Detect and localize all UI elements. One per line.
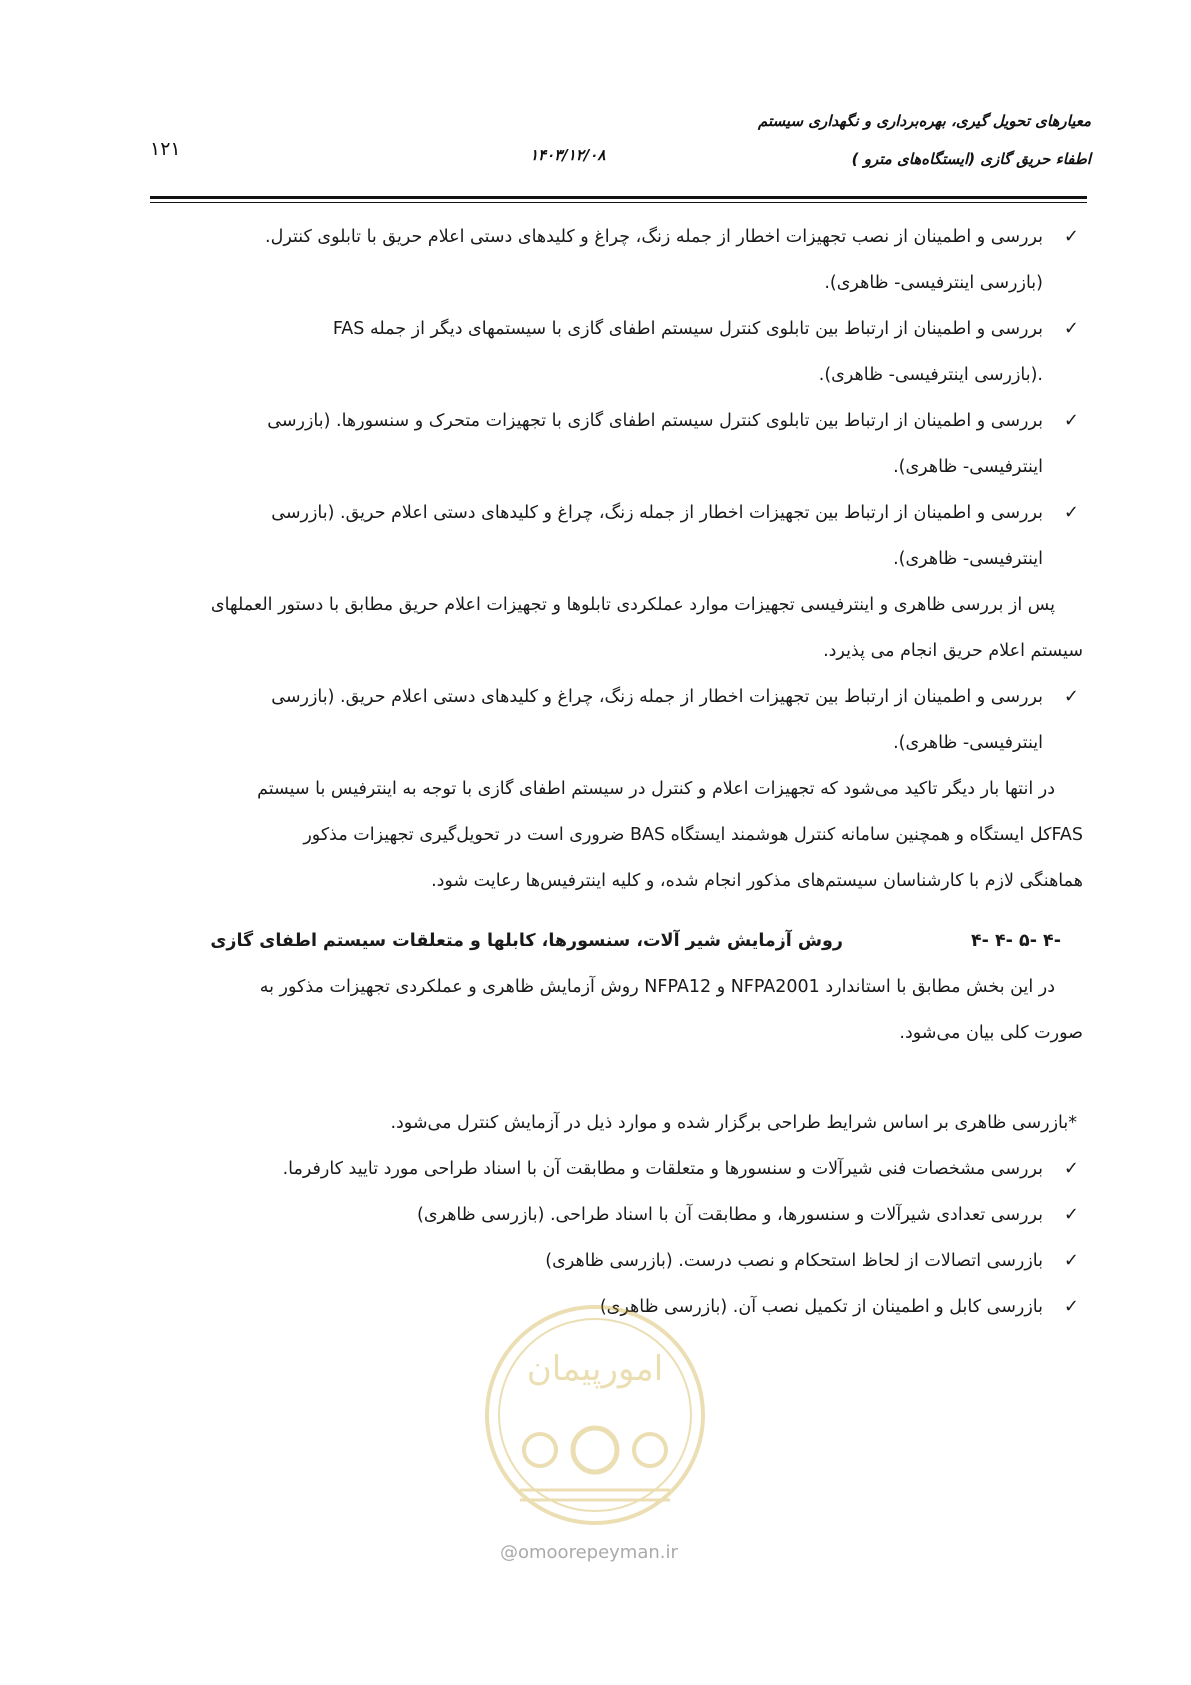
- list-item-line: بررسی و اطمینان از ارتباط بین تجهیزات اخطار از جمله زنگ، چراغ و کلیدهای دستی اعلام حریق. (بازرسی: [271, 687, 1043, 707]
- list-item-line: بررسی تعدادی شیرآلات و سنسورها، و مطابقت آن با اسناد طراحی. (بازرسی ظاهری): [417, 1205, 1043, 1225]
- checkmark-icon: ✓: [1063, 410, 1079, 431]
- paragraph: [143, 766, 1083, 904]
- paragraph-line: پس از بررسی ظاهری و اینترفیسی تجهیزات موارد عملکردی تابلوها و تجهیزات اعلام حریق مطابق با دستور العملهای: [210, 595, 1055, 615]
- list-item-line: .(بازرسی اینترفیسی- ظاهری).: [818, 365, 1043, 385]
- list-item: [143, 306, 1083, 398]
- list-item: [143, 398, 1083, 490]
- header-title-line2: اطفاء حریق گازی (ایستگاه‌های مترو ): [851, 150, 1091, 168]
- paragraph-line: FASکل ایستگاه و همچنین سامانه کنترل هوشمند ایستگاه BAS ضروری است در تحویل‌گیری تجهیزات مذکور: [303, 825, 1083, 845]
- list-item: [143, 674, 1083, 766]
- paragraph-line: هماهنگی لازم با کارشناسان سیستم‌های مذکور انجام شده، و کلیه اینترفیس‌ها رعایت شود.: [431, 871, 1083, 891]
- paragraph-line: در این بخش مطابق با استاندارد NFPA2001 و NFPA12 روش آزمایش ظاهری و عملکردی تجهیزات مذکور به: [259, 977, 1055, 997]
- list-item-line: اینترفیسی- ظاهری).: [893, 549, 1043, 569]
- checkmark-icon: ✓: [1063, 686, 1079, 707]
- paragraph-line: صورت کلی بیان می‌شود.: [899, 1023, 1083, 1043]
- checkmark-icon: ✓: [1063, 1296, 1079, 1317]
- list-item: [143, 1146, 1083, 1192]
- checkmark-icon: ✓: [1063, 1250, 1079, 1271]
- section-number: ۴- ۴- ۵- ۴-: [970, 931, 1061, 951]
- list-item: [143, 490, 1083, 582]
- header-rule-thin: [150, 202, 1087, 203]
- body-content: [143, 214, 1083, 1330]
- page-number: ۱۲۱: [150, 138, 181, 160]
- list-item-line: بازرسی کابل و اطمینان از تکمیل نصب آن. (بازرسی ظاهری): [599, 1297, 1043, 1317]
- paragraph-line: سیستم اعلام حریق انجام می پذیرد.: [823, 641, 1083, 661]
- paragraph: [143, 582, 1083, 674]
- watermark-logo-text: امورپیمان: [526, 1349, 664, 1389]
- checkmark-icon: ✓: [1063, 318, 1079, 339]
- checkmark-icon: ✓: [1063, 502, 1079, 523]
- list-item-line: بررسی و اطمینان از ارتباط بین تابلوی کنترل سیستم اطفای گازی با تجهیزات متحرک و سنسورها. (بازرسی: [267, 411, 1043, 431]
- checkmark-icon: ✓: [1063, 1204, 1079, 1225]
- checkmark-icon: ✓: [1063, 1158, 1079, 1179]
- header-rule-thick: [150, 196, 1087, 199]
- list-item: [143, 1238, 1083, 1284]
- list-item-line: (بازرسی اینترفیسی- ظاهری).: [824, 273, 1043, 293]
- checkmark-icon: ✓: [1063, 226, 1079, 247]
- list-item: [143, 214, 1083, 306]
- inspection-intro: *بازرسی ظاهری بر اساس شرایط طراحی برگزار شده و موارد ذیل در آزمایش کنترل می‌شود.: [390, 1113, 1077, 1133]
- watermark-url: @omoorepeyman.ir: [500, 1542, 678, 1563]
- list-item: [143, 1192, 1083, 1238]
- watermark-logo-icon: [480, 1300, 710, 1530]
- paragraph-line: در انتها بار دیگر تاکید می‌شود که تجهیزات اعلام و کنترل در سیستم اطفای گازی با توجه به اینترفیس با سیستم: [257, 779, 1055, 799]
- header-title-line1: معیارهای تحویل گیری، بهره‌برداری و نگهداری سیستم: [758, 112, 1091, 130]
- list-item-line: بررسی و اطمینان از ارتباط بین تابلوی کنترل سیستم اطفای گازی با سیستمهای دیگر از جمله FAS: [332, 319, 1043, 339]
- section-title: روش آزمایش شیر آلات، سنسورها، کابلها و متعلقات سیستم اطفای گازی: [210, 931, 843, 951]
- list-item-line: بررسی و اطمینان از نصب تجهیزات اخطار از جمله زنگ، چراغ و کلیدهای دستی اعلام حریق با تابلوی کنترل.: [265, 227, 1043, 247]
- list-item-line: اینترفیسی- ظاهری).: [893, 733, 1043, 753]
- section-heading: [143, 918, 1083, 964]
- list-item-line: بررسی و اطمینان از ارتباط بین تجهیزات اخطار از جمله زنگ، چراغ و کلیدهای دستی اعلام حریق. (بازرسی: [271, 503, 1043, 523]
- header-date: ۱۴۰۳/۱۲/۰۸: [530, 146, 606, 164]
- list-item-line: بازرسی اتصالات از لحاظ استحکام و نصب درست. (بازرسی ظاهری): [545, 1251, 1043, 1271]
- list-item-line: بررسی مشخصات فنی شیرآلات و سنسورها و متعلقات و مطابقت آن با اسناد طراحی مورد تایید کارفرما.: [282, 1159, 1043, 1179]
- paragraph: [143, 964, 1083, 1056]
- spacer: [143, 1056, 1083, 1100]
- list-item-line: اینترفیسی- ظاهری).: [893, 457, 1043, 477]
